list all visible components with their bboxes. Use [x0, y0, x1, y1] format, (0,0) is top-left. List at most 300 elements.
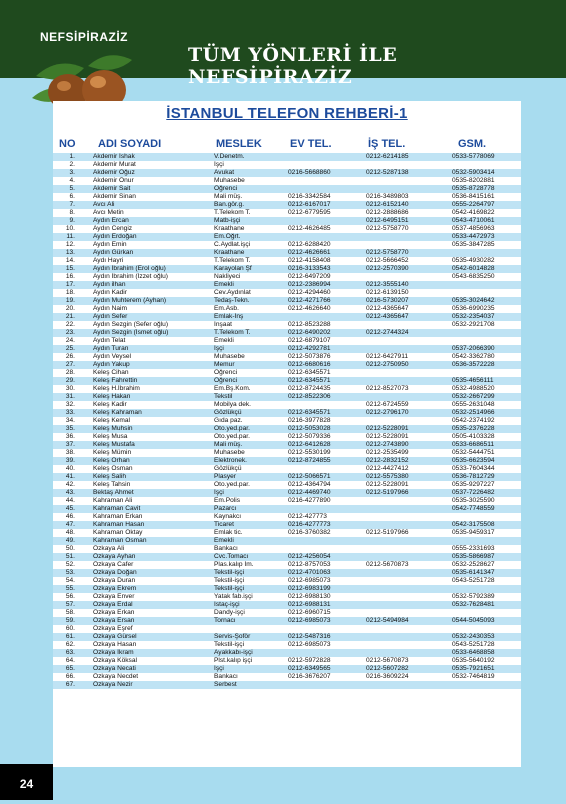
work-phone: 0212-4365647	[366, 313, 452, 321]
occupation: T.Telekom T.	[214, 329, 288, 337]
table-row	[53, 457, 521, 465]
work-phone	[366, 625, 452, 633]
table-row	[53, 561, 521, 569]
person-name: Aydın Telat	[81, 337, 214, 345]
person-name: Aydın Veysel	[81, 353, 214, 361]
table-row	[53, 161, 521, 169]
mobile-phone	[452, 249, 521, 257]
home-phone: 0212-6497209	[288, 273, 366, 281]
mobile-phone: 0535-4656111	[452, 377, 521, 385]
work-phone: 0212-5575380	[366, 473, 452, 481]
home-phone: 0212-6988130	[288, 593, 366, 601]
work-phone	[366, 585, 452, 593]
mobile-phone	[452, 289, 521, 297]
person-name: Özkaya Ekrem	[81, 585, 214, 593]
work-phone: 0212-5758770	[366, 249, 452, 257]
row-number: 57.	[53, 601, 81, 609]
table-row	[53, 249, 521, 257]
work-phone: 0212-5197966	[366, 489, 452, 497]
row-number: 6.	[53, 193, 81, 201]
work-phone: 0216-3609224	[366, 673, 452, 681]
row-number: 63.	[53, 649, 81, 657]
table-row	[53, 609, 521, 617]
mobile-phone	[452, 537, 521, 545]
home-phone: 0212-6983199	[288, 585, 366, 593]
person-name: Aydın Naim	[81, 305, 214, 313]
row-number: 15.	[53, 265, 81, 273]
work-phone: 0212-2744324	[366, 329, 452, 337]
table-row	[53, 401, 521, 409]
row-number: 36.	[53, 433, 81, 441]
home-phone: 0212-6412628	[288, 441, 366, 449]
occupation: Cvc.Tomacı	[214, 553, 288, 561]
work-phone	[366, 505, 452, 513]
table-row	[53, 329, 521, 337]
home-phone: 0212-4271766	[288, 297, 366, 305]
home-phone: 0212-8724855	[288, 457, 366, 465]
home-phone	[288, 681, 366, 689]
mobile-phone: 0543-5251728	[452, 641, 521, 649]
row-number: 4.	[53, 177, 81, 185]
table-row	[53, 313, 521, 321]
person-name: Akdemir Önur	[81, 177, 214, 185]
work-phone	[366, 241, 452, 249]
person-name: Özkaya Ersan	[81, 617, 214, 625]
row-number: 58.	[53, 609, 81, 617]
home-phone: 0212-5079336	[288, 433, 366, 441]
occupation: Plst.kalıp işçi	[214, 657, 288, 665]
person-name: Akdemir Sinan	[81, 193, 214, 201]
work-phone	[366, 161, 452, 169]
work-phone: 0212-6152140	[366, 201, 452, 209]
work-phone	[366, 641, 452, 649]
row-number: 39.	[53, 457, 81, 465]
table-row	[53, 305, 521, 313]
table-row	[53, 281, 521, 289]
occupation: Cev.Aydınlat	[214, 289, 288, 297]
table-row	[53, 521, 521, 529]
work-phone: 0212-6495151	[366, 217, 452, 225]
row-number: 55.	[53, 585, 81, 593]
occupation: İşçi	[214, 161, 288, 169]
occupation: Pazarcı	[214, 505, 288, 513]
work-phone: 0212-5228091	[366, 433, 452, 441]
home-phone: 0212-4158408	[288, 257, 366, 265]
row-number: 65.	[53, 665, 81, 673]
person-name: Özkaya Erkan	[81, 609, 214, 617]
header-job: MESLEK	[216, 138, 262, 150]
home-phone	[288, 545, 366, 553]
person-name: Aydın Ercan	[81, 217, 214, 225]
table-row	[53, 297, 521, 305]
work-phone: 0212-5287138	[366, 169, 452, 177]
mobile-phone: 0542-6014828	[452, 265, 521, 273]
occupation: Öğrenci	[214, 185, 288, 193]
home-phone: 0212-4294460	[288, 289, 366, 297]
table-row	[53, 593, 521, 601]
home-phone: 0216-5668860	[288, 169, 366, 177]
occupation: Tornacı	[214, 617, 288, 625]
work-phone	[366, 577, 452, 585]
occupation: Dandy-işçi	[214, 609, 288, 617]
home-phone: 0212-6345571	[288, 377, 366, 385]
occupation: Istaç-işçi	[214, 601, 288, 609]
work-phone: 0212-5228091	[366, 481, 452, 489]
work-phone: 0212-5607282	[366, 665, 452, 673]
occupation: Mali müş.	[214, 441, 288, 449]
person-name: Bektaş Ahmet	[81, 489, 214, 497]
home-phone	[288, 537, 366, 545]
mobile-phone	[452, 625, 521, 633]
person-name: Aydın Muhterem (Ayhan)	[81, 297, 214, 305]
work-phone	[366, 337, 452, 345]
home-phone: 0212-4701063	[288, 569, 366, 577]
home-phone: 0212-427773	[288, 513, 366, 521]
table-row	[53, 209, 521, 217]
person-name: Keleş Osman	[81, 465, 214, 473]
work-phone	[366, 177, 452, 185]
person-name: Özkaya Gürsel	[81, 633, 214, 641]
occupation: Mobilya dek.	[214, 401, 288, 409]
occupation: Matb-işçi	[214, 217, 288, 225]
home-phone: 0212-4626640	[288, 305, 366, 313]
mobile-phone: 0532-2921708	[452, 321, 521, 329]
person-name: Akdemir Oğuz	[81, 169, 214, 177]
work-phone	[366, 601, 452, 609]
home-phone	[288, 313, 366, 321]
row-number: 26.	[53, 353, 81, 361]
home-phone: 0212-8523288	[288, 321, 366, 329]
table-row	[53, 241, 521, 249]
mobile-phone: 0537-2066390	[452, 345, 521, 353]
mobile-phone	[452, 281, 521, 289]
occupation: Bankacı	[214, 673, 288, 681]
occupation: T.Telekom T.	[214, 209, 288, 217]
mobile-phone: 0543-5251728	[452, 577, 521, 585]
table-row	[53, 513, 521, 521]
home-phone	[288, 505, 366, 513]
row-number: 30.	[53, 385, 81, 393]
mobile-phone: 0544-5045093	[452, 617, 521, 625]
occupation: İşçi	[214, 489, 288, 497]
row-number: 8.	[53, 209, 81, 217]
home-phone: 0216-3133543	[288, 265, 366, 273]
mobile-phone: 0542-4169822	[452, 209, 521, 217]
home-phone: 0212-5972828	[288, 657, 366, 665]
person-name: Aydın ilhan	[81, 281, 214, 289]
mobile-phone: 0535-7921651	[452, 665, 521, 673]
row-number: 17.	[53, 281, 81, 289]
occupation: Elektronek.	[214, 457, 288, 465]
occupation: Muhasebe	[214, 449, 288, 457]
person-name: Keleş Fahrettin	[81, 377, 214, 385]
mobile-phone: 0555-2331693	[452, 545, 521, 553]
occupation: C.Aydlat.işçi	[214, 241, 288, 249]
home-phone: 0212-4292781	[288, 345, 366, 353]
person-name: Aydın Erdoğan	[81, 233, 214, 241]
occupation: Emekli	[214, 537, 288, 545]
mobile-phone: 0536-7812729	[452, 473, 521, 481]
work-phone: 0212-2570390	[366, 265, 452, 273]
directory-rows	[53, 153, 521, 689]
row-number: 16.	[53, 273, 81, 281]
row-number: 1.	[53, 153, 81, 161]
table-row	[53, 665, 521, 673]
table-row	[53, 545, 521, 553]
work-phone: 0212-5228091	[366, 425, 452, 433]
row-number: 48.	[53, 529, 81, 537]
person-name: Özkaya Duran	[81, 577, 214, 585]
table-row	[53, 649, 521, 657]
person-name: Akdemir Sait	[81, 185, 214, 193]
occupation: Tekstil-işçi	[214, 641, 288, 649]
occupation: Kraathane	[214, 225, 288, 233]
row-number: 20.	[53, 305, 81, 313]
row-number: 31.	[53, 393, 81, 401]
person-name: Avcı Ali	[81, 201, 214, 209]
table-row	[53, 345, 521, 353]
occupation: Emlak tic.	[214, 529, 288, 537]
table-row	[53, 369, 521, 377]
mobile-phone: 0532-2430353	[452, 633, 521, 641]
person-name: Kahraman Oktay	[81, 529, 214, 537]
person-name: Kahraman Ali	[81, 497, 214, 505]
table-row	[53, 153, 521, 161]
table-row	[53, 641, 521, 649]
home-phone	[288, 153, 366, 161]
row-number: 44.	[53, 497, 81, 505]
work-phone: 0216-3489803	[366, 193, 452, 201]
mobile-phone: 0533-6468858	[452, 649, 521, 657]
person-name: Aydın Yakup	[81, 361, 214, 369]
mobile-phone: 0535-8202881	[452, 177, 521, 185]
person-name: Keleş Orhan	[81, 457, 214, 465]
row-number: 54.	[53, 577, 81, 585]
row-number: 24.	[53, 337, 81, 345]
row-number: 35.	[53, 425, 81, 433]
mobile-phone: 0532-4988520	[452, 385, 521, 393]
mobile-phone: 0535-3024642	[452, 297, 521, 305]
home-phone: 0212-4626661	[288, 249, 366, 257]
occupation: Emekli	[214, 337, 288, 345]
home-phone: 0216-4277773	[288, 521, 366, 529]
work-phone: 0212-2743890	[366, 441, 452, 449]
table-row	[53, 337, 521, 345]
person-name: Keleş Muhsin	[81, 425, 214, 433]
row-number: 11.	[53, 233, 81, 241]
person-name: Kahraman Hasan	[81, 521, 214, 529]
mobile-phone: 0535-9297227	[452, 481, 521, 489]
row-number: 60.	[53, 625, 81, 633]
row-number: 33.	[53, 409, 81, 417]
mobile-phone: 0532-2528627	[452, 561, 521, 569]
work-phone: 0212-4427412	[366, 465, 452, 473]
directory-table	[53, 153, 521, 689]
person-name: Kahraman Erkan	[81, 513, 214, 521]
mobile-phone: 0535-2376228	[452, 425, 521, 433]
home-phone: 0212-8522306	[288, 393, 366, 401]
occupation: Öğrenci	[214, 369, 288, 377]
page-number: 24	[0, 764, 53, 800]
header-home-phone: EV TEL.	[290, 138, 332, 150]
person-name: Keleş Musa	[81, 433, 214, 441]
work-phone: 0212-2750950	[366, 361, 452, 369]
work-phone	[366, 649, 452, 657]
person-name: Kahraman Cavit	[81, 505, 214, 513]
work-phone	[366, 321, 452, 329]
work-phone	[366, 593, 452, 601]
home-phone: 0212-6349565	[288, 665, 366, 673]
mobile-phone: 0536-3572228	[452, 361, 521, 369]
work-phone: 0212-2832152	[366, 457, 452, 465]
row-number: 45.	[53, 505, 81, 513]
table-row	[53, 617, 521, 625]
work-phone: 0212-5666452	[366, 257, 452, 265]
row-number: 27.	[53, 361, 81, 369]
mobile-phone: 0536-8415161	[452, 193, 521, 201]
mobile-phone: 0535-6623594	[452, 457, 521, 465]
occupation: Emekli	[214, 281, 288, 289]
home-phone: 0212-4256054	[288, 553, 366, 561]
home-phone	[288, 625, 366, 633]
person-name: Özkaya Enver	[81, 593, 214, 601]
home-phone: 0212-5053028	[288, 425, 366, 433]
mobile-phone: 0543-6835250	[452, 273, 521, 281]
occupation: Em.Öğrt.	[214, 233, 288, 241]
occupation: Oto.yed.par.	[214, 433, 288, 441]
occupation: Plas.kalıp İm.	[214, 561, 288, 569]
home-phone: 0212-6985073	[288, 577, 366, 585]
home-phone: 0212-6680616	[288, 361, 366, 369]
mobile-phone	[452, 585, 521, 593]
occupation: İnşaat	[214, 321, 288, 329]
occupation: Muhasebe	[214, 177, 288, 185]
home-phone: 0212-6167017	[288, 201, 366, 209]
occupation: Memur	[214, 361, 288, 369]
person-name: Özkaya İkram	[81, 649, 214, 657]
mobile-phone: 0542-3175508	[452, 521, 521, 529]
mobile-phone	[452, 513, 521, 521]
person-name: Akdemir İshak	[81, 153, 214, 161]
home-phone: 0212-6985073	[288, 641, 366, 649]
table-row	[53, 681, 521, 689]
person-name: Özkaya Ali	[81, 545, 214, 553]
person-name: Aydı Hayri	[81, 257, 214, 265]
home-phone: 0212-6345571	[288, 369, 366, 377]
row-number: 51.	[53, 553, 81, 561]
work-phone	[366, 377, 452, 385]
person-name: Aydın Emin	[81, 241, 214, 249]
row-number: 28.	[53, 369, 81, 377]
home-phone	[288, 161, 366, 169]
mobile-phone: 0532-5444751	[452, 449, 521, 457]
home-phone	[288, 649, 366, 657]
occupation: Tekstil	[214, 393, 288, 401]
person-name: Keleş H.İbrahim	[81, 385, 214, 393]
person-name: Aydın Turan	[81, 345, 214, 353]
mobile-phone: 0535-3025590	[452, 497, 521, 505]
work-phone: 0212-2888686	[366, 209, 452, 217]
work-phone	[366, 609, 452, 617]
mobile-phone: 0533-4472973	[452, 233, 521, 241]
person-name: Özkaya Cafer	[81, 561, 214, 569]
header-gsm: GSM.	[458, 138, 487, 150]
work-phone: 0212-3555140	[366, 281, 452, 289]
mobile-phone	[452, 161, 521, 169]
occupation: Tedaş-Tekn.	[214, 297, 288, 305]
work-phone	[366, 273, 452, 281]
row-number: 50.	[53, 545, 81, 553]
occupation: Öğrenci	[214, 377, 288, 385]
mobile-phone: 0535-3847285	[452, 241, 521, 249]
person-name: Aydın Cengiz	[81, 225, 214, 233]
mobile-phone: 0535-5866987	[452, 553, 521, 561]
home-phone: 0212-8757053	[288, 561, 366, 569]
mobile-phone	[452, 337, 521, 345]
row-number: 43.	[53, 489, 81, 497]
row-number: 62.	[53, 641, 81, 649]
work-phone: 0212-4365647	[366, 305, 452, 313]
row-number: 46.	[53, 513, 81, 521]
header-work-phone: İŞ TEL.	[368, 138, 406, 150]
table-row	[53, 577, 521, 585]
mobile-phone: 0532-5903414	[452, 169, 521, 177]
work-phone: 0212-5670873	[366, 561, 452, 569]
row-number: 64.	[53, 657, 81, 665]
table-row	[53, 569, 521, 577]
mobile-phone: 0555-2631048	[452, 401, 521, 409]
table-row	[53, 673, 521, 681]
table-row	[53, 233, 521, 241]
home-phone	[288, 217, 366, 225]
mobile-phone: 0535-5640192	[452, 657, 521, 665]
table-row	[53, 185, 521, 193]
person-name: Özkaya Doğan	[81, 569, 214, 577]
work-phone	[366, 537, 452, 545]
home-phone: 0212-6779595	[288, 209, 366, 217]
work-phone	[366, 417, 452, 425]
work-phone	[366, 681, 452, 689]
home-phone: 0216-4277890	[288, 497, 366, 505]
row-number: 38.	[53, 449, 81, 457]
occupation: Tekstil-işçi	[214, 577, 288, 585]
row-number: 40.	[53, 465, 81, 473]
mobile-phone	[452, 369, 521, 377]
person-name: Özkaya Nezir	[81, 681, 214, 689]
person-name: Keleş Mümin	[81, 449, 214, 457]
occupation: V.Denetm.	[214, 153, 288, 161]
home-phone: 0212-2386994	[288, 281, 366, 289]
row-number: 29.	[53, 377, 81, 385]
table-row	[53, 553, 521, 561]
table-row	[53, 273, 521, 281]
home-phone: 0212-4364794	[288, 481, 366, 489]
person-name: Özkaya Necati	[81, 665, 214, 673]
mobile-phone: 0533-6686511	[452, 441, 521, 449]
home-phone: 0212-6985073	[288, 617, 366, 625]
person-name: Aydın İbrahim (Erol oğlu)	[81, 265, 214, 273]
person-name: Aydın İbrahim (İzzet oğlu)	[81, 273, 214, 281]
person-name: Akdemir Murat	[81, 161, 214, 169]
home-phone: 0212-5073876	[288, 353, 366, 361]
table-row	[53, 433, 521, 441]
person-name: Avcı Metin	[81, 209, 214, 217]
row-number: 52.	[53, 561, 81, 569]
row-number: 23.	[53, 329, 81, 337]
occupation: Ban.gör.g.	[214, 201, 288, 209]
row-number: 25.	[53, 345, 81, 353]
home-phone: 0212-4626485	[288, 225, 366, 233]
